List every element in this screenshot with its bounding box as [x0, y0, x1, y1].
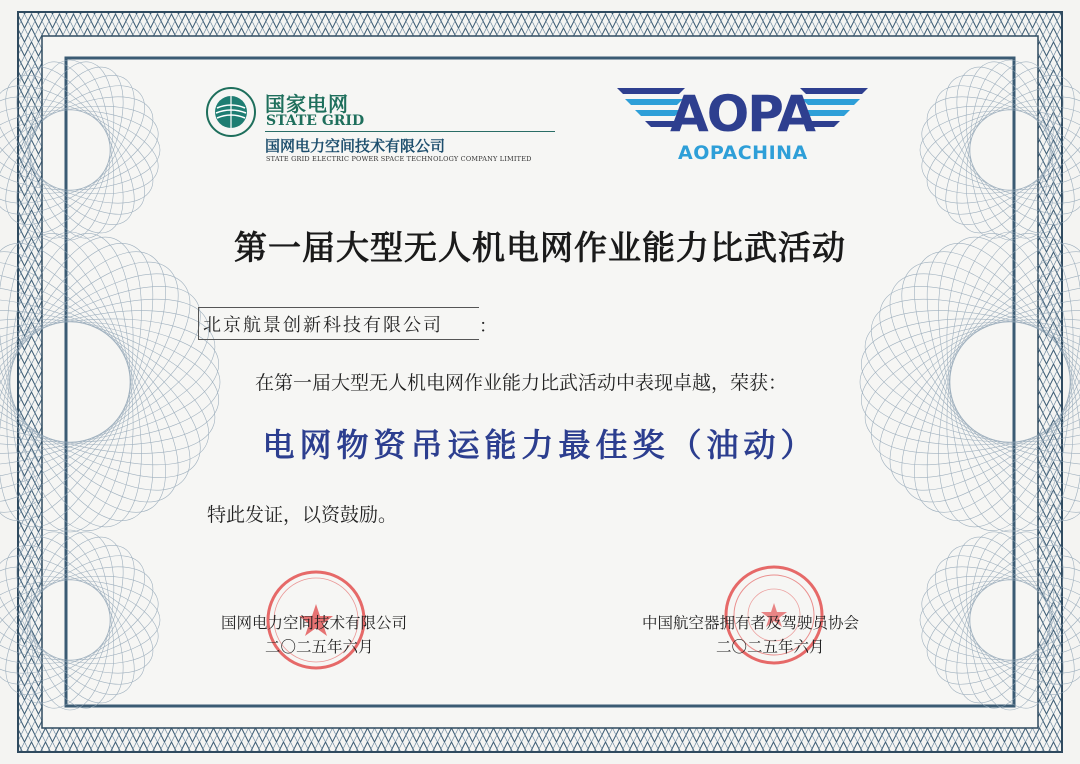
- state-grid-company-cn: 国网电力空间技术有限公司: [265, 137, 446, 155]
- state-grid-name-en: STATE GRID: [266, 113, 365, 129]
- award-name: 电网物资吊运能力最佳奖（油动）: [262, 426, 818, 464]
- issuer-right-name: 中国航空器拥有者及驾驶员协会: [642, 614, 860, 632]
- issuer-right-date: 二〇二五年六月: [716, 638, 825, 656]
- state-grid-name-cn: 国家电网: [265, 92, 349, 116]
- state-grid-divider: [265, 131, 555, 132]
- issuer-left-date: 二〇二五年六月: [265, 638, 374, 656]
- certificate-body: 在第一届大型无人机电网作业能力比武活动中表现卓越，荣获：: [255, 372, 788, 394]
- recipient-name: 北京航景创新科技有限公司: [203, 315, 443, 336]
- certificate-title: 第一届大型无人机电网作业能力比武活动: [234, 228, 846, 267]
- recipient-colon: ：: [479, 316, 497, 337]
- issuer-left-name: 国网电力空间技术有限公司: [221, 614, 408, 632]
- state-grid-emblem-icon: [205, 86, 257, 138]
- certificate-closing: 特此发证，以资鼓励。: [207, 504, 398, 526]
- aopa-wordmark: AOPA: [670, 85, 814, 143]
- state-grid-company-en: STATE GRID ELECTRIC POWER SPACE TECHNOLOGY COMPANY LIMITED: [266, 155, 532, 163]
- aopa-china-text: AOPACHINA: [678, 142, 808, 164]
- state-grid-logo: [205, 86, 565, 166]
